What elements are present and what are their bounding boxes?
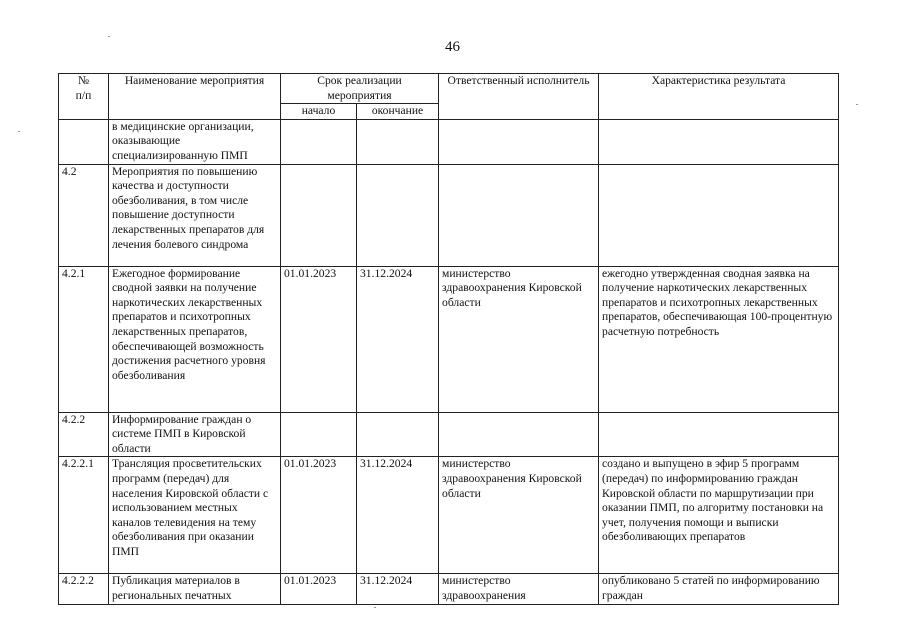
header-executor-label: Ответственный исполнитель <box>447 74 590 87</box>
row-name: Ежегодное формирование сводной заявки на получение наркотических лекарственных препаратов и психотропных лекарственных препаратов, обеспечивающей возможность достижения расчетного уровня обезболивания <box>109 266 281 412</box>
row-result <box>599 412 839 457</box>
table-header-row <box>59 74 839 104</box>
scan-speck <box>374 607 376 608</box>
scan-speck <box>108 36 110 37</box>
header-name-label: Наименование мероприятия <box>124 74 265 87</box>
header-num <box>59 74 109 120</box>
header-period-label: Срок реализации мероприятия <box>317 74 402 102</box>
row-end <box>357 412 439 457</box>
row-executor: министерство здравоохранения Кировской области <box>439 457 599 574</box>
scan-speck <box>856 104 858 105</box>
table-row <box>59 164 839 266</box>
row-name: Публикация материалов в региональных печатных <box>109 574 281 604</box>
header-num-label: № п/п <box>75 74 92 102</box>
scan-speck <box>18 131 20 132</box>
row-start: 01.01.2023 <box>281 574 357 604</box>
row-end <box>357 164 439 266</box>
header-result <box>599 74 839 120</box>
table-row <box>59 574 839 604</box>
row-executor: министерство здравоохранения Кировской области <box>439 266 599 412</box>
row-start: 01.01.2023 <box>281 266 357 412</box>
row-result: ежегодно утвержденная сводная заявка на получение наркотических лекарственных препаратов и психотропных лекарственных препаратов, обеспечивающая 100-процентную расчетную потребность <box>599 266 839 412</box>
row-start <box>281 412 357 457</box>
row-executor <box>439 164 599 266</box>
row-executor: министерство здравоохранения <box>439 574 599 604</box>
row-result: опубликовано 5 статей по информированию граждан <box>599 574 839 604</box>
measures-table <box>58 73 839 605</box>
row-executor <box>439 119 599 164</box>
row-name: Информирование граждан о системе ПМП в Кировской области <box>109 412 281 457</box>
header-executor <box>439 74 599 120</box>
table-row <box>59 412 839 457</box>
row-start <box>281 164 357 266</box>
row-name: в медицинские организации, оказывающие специализированную ПМП <box>109 119 281 164</box>
table-row <box>59 266 839 412</box>
table-row <box>59 457 839 574</box>
row-result <box>599 119 839 164</box>
header-start <box>281 104 357 120</box>
row-num: 4.2.2 <box>59 412 109 457</box>
row-num: 4.2.2.2 <box>59 574 109 604</box>
row-num: 4.2 <box>59 164 109 266</box>
row-result <box>599 164 839 266</box>
page-number: 46 <box>445 39 460 55</box>
header-start-label: начало <box>301 104 336 118</box>
row-name: Мероприятия по повышению качества и доступности обезболивания, в том числе повышение доступности лекарственных препаратов для лечения болевого синдрома <box>109 164 281 266</box>
row-name: Трансляция просветительских программ (передач) для населения Кировской области с использованием местных каналов телевидения на тему обезболивания при оказании ПМП <box>109 457 281 574</box>
table-row <box>59 119 839 164</box>
row-end <box>357 119 439 164</box>
row-executor <box>439 412 599 457</box>
header-period <box>281 74 439 104</box>
row-start <box>281 119 357 164</box>
header-result-label: Характеристика результата <box>651 74 786 87</box>
header-end <box>357 104 439 120</box>
header-end-label: окончание <box>371 104 424 118</box>
row-end: 31.12.2024 <box>357 574 439 604</box>
row-end: 31.12.2024 <box>357 457 439 574</box>
row-num <box>59 119 109 164</box>
row-result: создано и выпущено в эфир 5 программ (передач) по информированию граждан Кировской области по маршрутизации при оказании ПМП, по алгоритму постановки на учет, получения помощи и выписки обезболивающих препаратов <box>599 457 839 574</box>
row-num: 4.2.1 <box>59 266 109 412</box>
row-start: 01.01.2023 <box>281 457 357 574</box>
row-end: 31.12.2024 <box>357 266 439 412</box>
row-num: 4.2.2.1 <box>59 457 109 574</box>
header-name <box>109 74 281 120</box>
